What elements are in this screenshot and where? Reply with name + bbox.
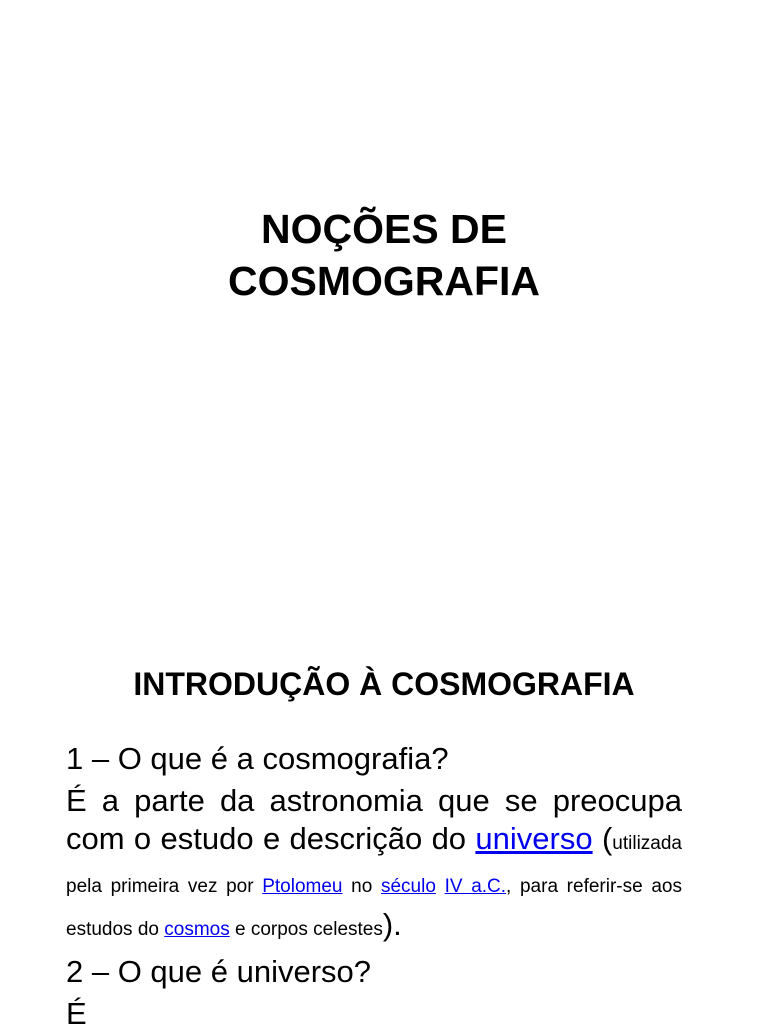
close-paren: ).	[382, 907, 402, 942]
answer-1-intro: É a parte da astronomia que se preocupa com o estudo e descrição do	[66, 783, 682, 856]
page-title	[0, 203, 768, 307]
answer-2-partial: É	[66, 996, 87, 1031]
answer-1-text-c	[436, 876, 445, 897]
answer-1-text-a: utilizada pela primeira vez por	[66, 833, 682, 897]
link-universo[interactable]: universo	[475, 821, 593, 856]
answer-1	[66, 782, 682, 949]
link-seculo[interactable]: século	[380, 876, 436, 897]
page-title-line-1: NOÇÕES DE	[260, 206, 508, 252]
page-title-line-2: COSMOGRAFIA	[227, 258, 541, 304]
answer-1-text-d: , para referir-se aos estudos do	[66, 876, 682, 940]
open-paren: (	[592, 821, 613, 856]
section-heading: INTRODUÇÃO À COSMOGRAFIA	[133, 666, 635, 702]
question-1: 1 – O que é a cosmografia?	[66, 741, 449, 776]
question-2: 2 – O que é universo?	[66, 954, 372, 989]
link-iv-ac[interactable]: IV a.C.	[444, 876, 507, 897]
link-cosmos[interactable]: cosmos	[164, 919, 230, 940]
body-text	[66, 738, 682, 1035]
answer-1-text-b: no	[342, 876, 381, 897]
answer-1-text-e: e corpos celestes	[229, 919, 383, 940]
link-ptolomeu[interactable]: Ptolomeu	[262, 876, 343, 897]
